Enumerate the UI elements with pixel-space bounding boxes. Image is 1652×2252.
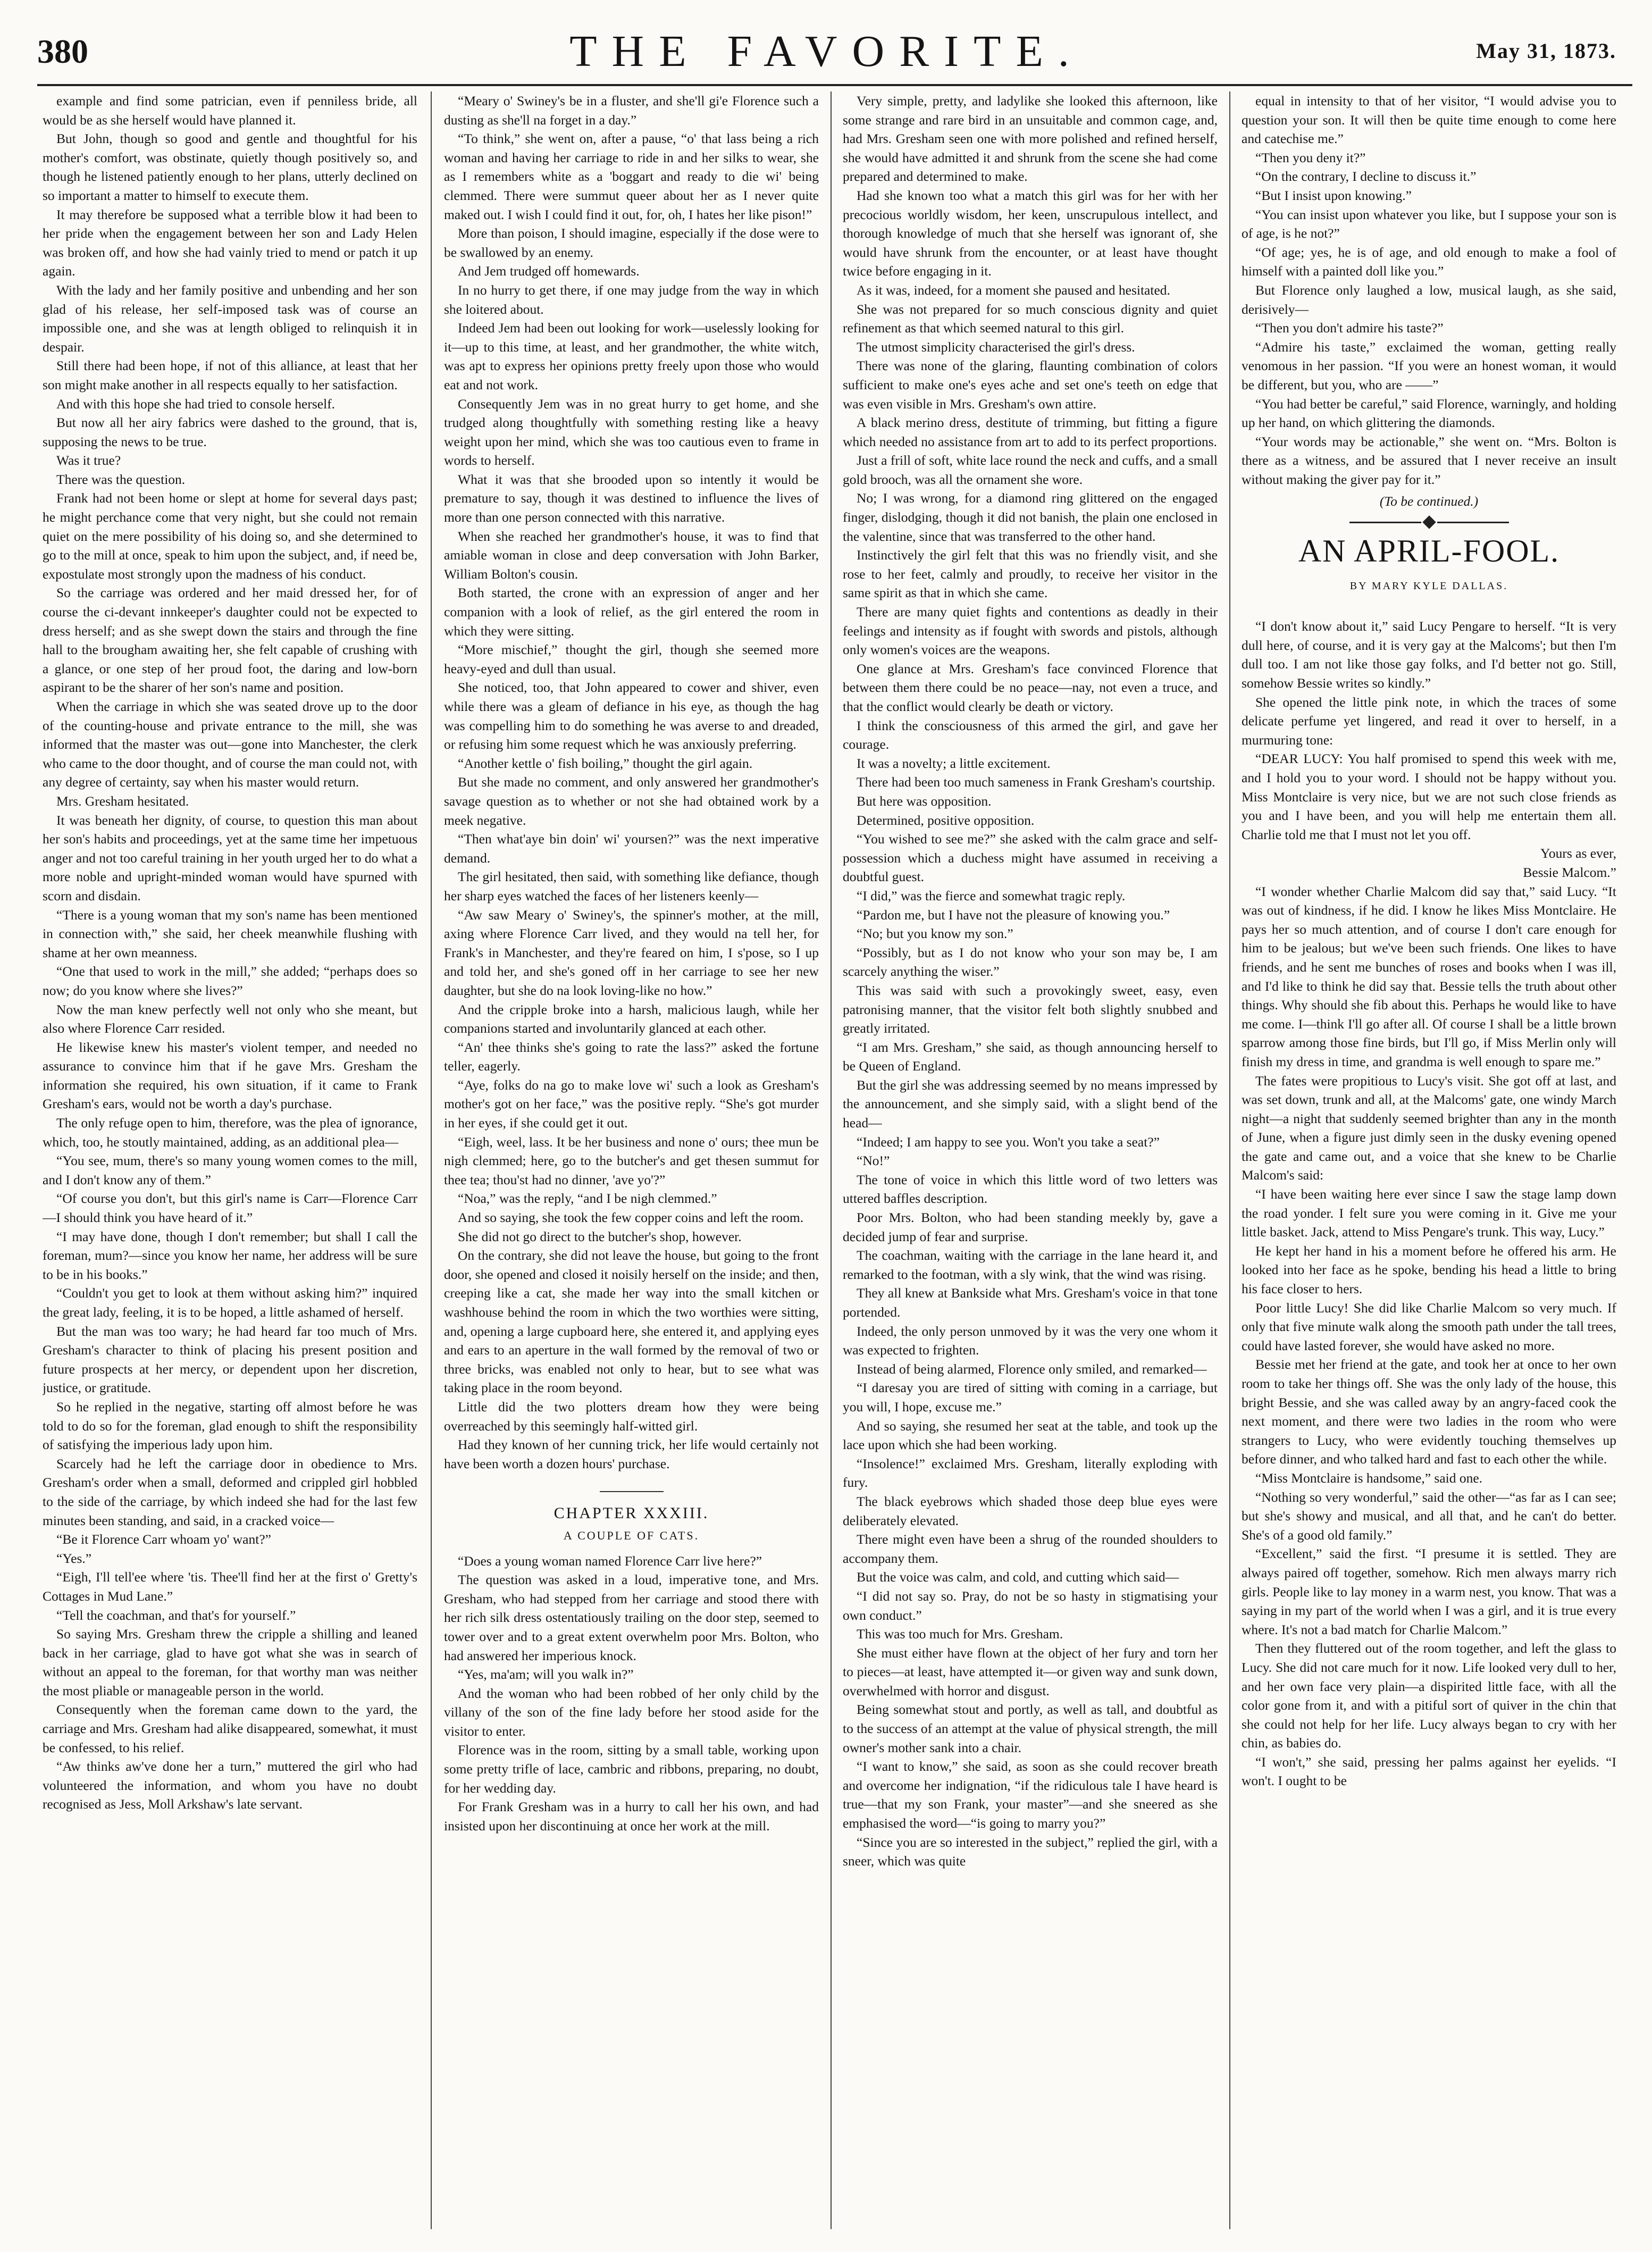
paragraph: “But I insist upon knowing.” (1255, 187, 1412, 203)
column-divider (431, 91, 432, 2229)
paragraph: “Tell the coachman, and that's for yourself.” (56, 1607, 296, 1623)
story-byline: BY MARY KYLE DALLAS. (1349, 580, 1508, 592)
newspaper-page (21, 16, 1632, 2239)
paragraph: She was not prepared for so much conscious dignity and quiet refinement as that which seemed natural to this girl. (843, 301, 1218, 336)
paragraph: “I want to know,” she said, as soon as she could recover breath and overcome her indignation, “if the ridiculous tale I have heard is true—that my son Frank, your master”—and she sneered as she emphasised the word—“is going to marry you?” (843, 1759, 1218, 1831)
paragraph: “More mischief,” thought the girl, though she seemed more heavy-eyed and dull than usual. (444, 642, 819, 676)
paragraph: “Another kettle o' fish boiling,” thought the girl again. (458, 755, 753, 771)
chapter-subtitle: A COUPLE OF CATS. (563, 1528, 700, 1542)
paragraph: They all knew at Bankside what Mrs. Gresham's voice in that tone portended. (843, 1285, 1218, 1320)
paragraph: The question was asked in a loud, imperative tone, and Mrs. Gresham, who had stepped from her carriage and stood there with her rich silk dress ostentatiously trailing on the door step, seemed to tower over and to a great extent overwhelm poor Mrs. Bolton, who had answered her imperious knock. (444, 1572, 819, 1663)
paragraph: There might even have been a shrug of the rounded shoulders to accompany them. (843, 1531, 1218, 1566)
paragraph: “Admire his taste,” exclaimed the woman, getting really venomous in her passion. “If you were an honest woman, it would be different, but you, who are ——” (1242, 339, 1616, 392)
letter-signature: Bessie Malcom.” (1523, 864, 1616, 880)
paragraph: “Eigh, weel, lass. It be her business and none o' ours; thee mun be nigh clemmed; here, go to the butcher's and get thesen summut for thee tea; thou'st had no dinner, 'ave yo'?” (444, 1134, 819, 1187)
paragraph: Little did the two plotters dream how they were being overreached by this seemingly half-witted girl. (444, 1399, 819, 1434)
paragraph: Had they known of her cunning trick, her life would certainly not have been worth a dozen hours' purchase. (444, 1437, 819, 1471)
paragraph: Scarcely had he left the carriage door in obedience to Mrs. Gresham's order when a small, deformed and crippled girl hobbled to the side of the carriage, by which indeed she had for the last few minutes been standing, and said, in a cracked voice— (43, 1455, 417, 1528)
paragraph: “Aw thinks aw've done her a turn,” muttered the girl who had volunteered the information, and whom you have no doubt recognised as Jess, Moll Arkshaw's late servant. (43, 1759, 417, 1812)
paragraph: Very simple, pretty, and ladylike she looked this afternoon, like some strange and rare bird in an unsuitable and common cage, and, had Mrs. Gresham seen one with more polished and refined herself, she would have admitted it and shrunk from the scene she had come prepared and determined to make. (843, 93, 1218, 185)
paragraph: “You wished to see me?” she asked with the calm grace and self-possession which a duchess might have assumed in receiving a doubtful guest. (843, 831, 1218, 885)
paragraph: “No!” (857, 1153, 890, 1169)
paragraph: Was it true? (56, 453, 121, 468)
paragraph: This was said with such a provokingly sweet, easy, even patronising manner, that the visitor felt both slightly snubbed and greatly irritated. (843, 982, 1218, 1036)
paragraph: “I don't know about it,” said Lucy Pengare to herself. “It is very dull here, of course, and it is very gay at the Malcoms'; but then I'm dull too. I am not like those gay folks, and I'd better not go. Still, somehow Bessie writes so kindly.” (1242, 618, 1616, 691)
paragraph: She noticed, too, that John appeared to cower and shiver, even while there was a gleam of defiance in his eye, as though the hag was compelling him to do something he was averse to and dreaded, or refusing him some request which he was anxiously preferring. (444, 680, 819, 752)
paragraph: “Then you don't admire his taste?” (1255, 320, 1444, 336)
paragraph: There was none of the glaring, flaunting combination of colors sufficient to make one's eyes ache and set one's teeth on edge that was even visible in Mrs. Gresham's own attire. (843, 358, 1218, 412)
paragraph: Instead of being alarmed, Florence only smiled, and remarked— (857, 1361, 1207, 1377)
paragraph: And the woman who had been robbed of her only child by the villany of the son of the fine lady before her stood aside for the visitor to enter. (444, 1685, 819, 1739)
column-1 (43, 91, 417, 2229)
paragraph: The fates were propitious to Lucy's visit. She got off at last, and was set down, trunk and all, at the Malcoms' gate, one windy March night—a night that suddenly seemed brighter than any in the month of June, when a figure just dimly seen in the dusky evening opened the gate and came out, and a voice that she knew to be Charlie Malcom's said: (1242, 1073, 1616, 1183)
story-title: AN APRIL-FOOL. (1298, 533, 1560, 569)
paragraph: For Frank Gresham was in a hurry to call her his own, and had insisted upon her discontinuing at once her work at the mill. (444, 1799, 819, 1834)
paragraph: But here was opposition. (857, 793, 992, 809)
paragraph: Indeed, the only person unmoved by it was the very one whom it was expected to frighten. (843, 1323, 1218, 1358)
paragraph: The utmost simplicity characterised the girl's dress. (857, 339, 1135, 355)
paragraph: The tone of voice in which this little word of two letters was uttered baffles description. (843, 1171, 1218, 1207)
paragraph: Consequently Jem was in no great hurry to get home, and she trudged along thoughtfully with something resting like a heavy weight upon her mind, which she was too cautious even to frame in words to herself. (444, 396, 819, 468)
paragraph: Frank had not been home or slept at home for several days past; he might perchance come that very night, but she could not remain quiet on the mere possibility of his doing so, and she determined to go to the mill at once, speak to him upon the subject, and, if need be, expostulate most strongly upon the madness of his conduct. (43, 490, 417, 582)
paragraph: A black merino dress, destitute of trimming, but fitting a figure which needed no assistance from art to add to its perfect proportions. (843, 415, 1218, 449)
paragraph: But Florence only laughed a low, musical laugh, as she said, derisively— (1242, 282, 1616, 317)
paragraph: More than poison, I should imagine, especially if the dose were to be swallowed by an enemy. (444, 225, 819, 260)
paragraph: So the carriage was ordered and her maid dressed her, for of course the ci-devant innkeeper's daughter could not be expected to dress herself; and as she swept down the stairs and through the fine hall to the brougham awaiting her, she felt capable of crushing with a glance, or one step of her proud foot, the daring and low-born aspirant to be the sharer of her son's name and position. (43, 585, 417, 696)
paragraph: “Does a young woman named Florence Carr live here?” (458, 1553, 762, 1569)
paragraph: It may therefore be supposed what a terrible blow it had been to her pride when the engagement between her son and Lady Helen was broken off, and how she had vainly tried to mend or patch it up again. (43, 206, 417, 279)
paragraph: “Miss Montclaire is handsome,” said one. (1255, 1470, 1483, 1486)
column-2 (444, 91, 819, 2229)
chapter-heading: CHAPTER XXXIII. (444, 1491, 819, 1523)
paragraph: “I have been waiting here ever since I saw the stage lamp down the road yonder. I felt sure you were coming in it. Give me your little basket. Jack, attend to Miss Pengare's trunk. This way, Lucy.” (1242, 1186, 1616, 1240)
paragraph: “Possibly, but as I do not know who your son may be, I am scarcely anything the wiser.” (843, 944, 1218, 980)
paragraph: It was a novelty; a little excitement. (857, 755, 1051, 771)
paragraph: What it was that she brooded upon so intently it would be premature to say, though it was destined to influence the lives of more than one person connected with this narrative. (444, 471, 819, 525)
paragraph: “Excellent,” said the first. “I presume it is settled. They are always paired off together, somehow. Rich men always marry rich girls. People like to lay money in a warm nest, you know. That was a saying in my part of the world when I was a girl, and it is true every where. It's not a bad match for Charlie Malcom.” (1242, 1546, 1616, 1637)
paragraph: This was too much for Mrs. Gresham. (857, 1626, 1063, 1642)
ornament-divider (1349, 517, 1509, 527)
paragraph: “Be it Florence Carr whoam yo' want?” (56, 1531, 271, 1547)
paragraph: There was the question. (56, 471, 186, 487)
paragraph: Mrs. Gresham hesitated. (56, 793, 189, 809)
paragraph: “DEAR LUCY: You half promised to spend this week with me, and I hold you to your word. I should not be happy without you. Miss Montclaire is very nice, but we are not such close friends as you and I have been, and you will help me entertain them all. Charlie told me that I must not let you off. (1242, 751, 1616, 842)
paragraph: “Nothing so very wonderful,” said the other—“as far as I can see; but she's showy and musical, and all that, and he can't do better. She's of a good old family.” (1242, 1489, 1616, 1543)
paragraph: “No; but you know my son.” (857, 926, 1013, 942)
paragraph: “Then you deny it?” (1255, 149, 1366, 165)
paragraph: As it was, indeed, for a moment she paused and hesitated. (857, 282, 1170, 298)
paragraph: “One that used to work in the mill,” she added; “perhaps does so now; do you know where she lives?” (43, 964, 417, 998)
paragraph: Determined, positive opposition. (857, 812, 1035, 828)
letter-closing: Yours as ever, (1540, 845, 1616, 861)
paragraph: Being somewhat stout and portly, as well as tall, and doubtful as to the success of an attempt at the value of physical strength, the mill owner's mother sank into a chair. (843, 1702, 1218, 1755)
paragraph: “Aw saw Meary o' Swiney's, the spinner's mother, at the mill, axing where Florence Carr lived, and they would na tell her, for Frank's in Manchester, and they're feared on him, I s'pose, so I up and told her, and she's goned off in her carriage to see her new daughter, but she do na look loving-like no how.” (444, 907, 819, 998)
column-divider (1229, 91, 1230, 2229)
paragraph: “Meary o' Swiney's be in a fluster, and she'll gi'e Florence such a dusting as she'll na forget in a day.” (444, 93, 819, 128)
paragraph: One glance at Mrs. Gresham's face convinced Florence that between them there could be no peace—nay, not even a truce, and that the conflict would clearly be death or victory. (843, 660, 1218, 714)
paragraph: But now all her airy fabrics were dashed to the ground, that is, supposing the news to be true. (43, 415, 417, 449)
paragraph: She must either have flown at the object of her fury and torn her to pieces—at least, have attempted it—or given way and sunk down, overwhelmed with horror and disgust. (843, 1645, 1218, 1698)
paragraph: Then they fluttered out of the room together, and left the glass to Lucy. She did not care much for it now. Life looked very dull to her, and her own face very plain—a dispirited little face, with all the color gone from it, and with a pitiful sort of quiver in the chin that she could not help for her life. Lucy always began to cry with her chin, as babies do. (1242, 1640, 1616, 1751)
paragraph: And so saying, she took the few copper coins and left the room. (458, 1210, 804, 1226)
paragraph: “On the contrary, I decline to discuss it.” (1255, 169, 1477, 185)
paragraph: Bessie met her friend at the gate, and took her at once to her own room to take her things off. She was the only lady of the house, this bright Bessie, and she was called away by an angry-faced cook the next moment, and there were two ladies in the room who were strangers to Lucy, who were evidently touching themselves up before dinner, and who talked hard and fast to each other the while. (1242, 1357, 1616, 1467)
paragraph: There are many quiet fights and contentions as deadly in their feelings and intensity as if fought with swords and pistols, although only women's voices are the weapons. (843, 604, 1218, 658)
paragraph: “I did not say so. Pray, do not be so hasty in stigmatising your own conduct.” (843, 1588, 1218, 1623)
masthead-title: THE FAVORITE. (569, 27, 1084, 76)
paragraph: “Aye, folks do na go to make love wi' such a look as Gresham's mother's got on her face,” was the positive reply. “She's got murder in her eyes, if she could get it out. (444, 1077, 819, 1131)
paragraph: But John, though so good and gentle and thoughtful for his mother's comfort, was obstinate, quietly though positively so, and though he listened patiently enough to her plans, utterly declined on so important a matter to himself to execute them. (43, 131, 417, 203)
paragraph: The black eyebrows which shaded those deep blue eyes were deliberately elevated. (843, 1493, 1218, 1528)
paragraph: Indeed Jem had been out looking for work—uselessly looking for it—up to this time, at least, and her grandmother, the white witch, was apt to express her opinions pretty freely upon those who would eat and not work. (444, 320, 819, 392)
paragraph: “I am Mrs. Gresham,” she said, as though announcing herself to be Queen of England. (843, 1039, 1218, 1074)
paragraph: Consequently when the foreman came down to the yard, the carriage and Mrs. Gresham had alike disappeared, somewhat, it must be confessed, to his relief. (43, 1702, 417, 1755)
paragraph: “Yes, ma'am; will you walk in?” (458, 1667, 634, 1682)
paragraph: Poor Mrs. Bolton, who had been standing meekly by, gave a decided jump of fear and surprise. (843, 1210, 1218, 1244)
paragraph: Had she known too what a match this girl was for her with her precocious worldly wisdom, her keen, unscrupulous intellect, and thorough knowledge of much that she herself was ignorant of, she would have shrunk from the encounter, or at least have thought twice before engaging in it. (843, 187, 1218, 279)
paragraph: “Your words may be actionable,” she went on. “Mrs. Bolton is there as a witness, and be assured that I never receive an insult without making the giver pay for it.” (1242, 433, 1616, 487)
paragraph: “Of course you don't, but this girl's name is Carr—Florence Carr—I should think you have heard of it.” (43, 1191, 417, 1226)
paragraph: “I did,” was the fierce and somewhat tragic reply. (857, 888, 1126, 903)
paragraph: Poor little Lucy! She did like Charlie Malcom so very much. If only that five minute walk along the smooth path under the tall trees, could have lasted forever, she would have asked no more. (1242, 1300, 1616, 1353)
page-header (21, 16, 1632, 80)
paragraph: She opened the little pink note, in which the traces of some delicate perfume yet lingered, and read it over to herself, in a murmuring tone: (1242, 694, 1616, 748)
paragraph: Just a frill of soft, white lace round the neck and cuffs, and a small gold brooch, was all the ornament she wore. (843, 453, 1218, 487)
paragraph: Florence was in the room, sitting by a small table, working upon some pretty trifle of lace, cambric and ribbons, preparing, no doubt, for her wedding day. (444, 1742, 819, 1796)
paragraph: “You see, mum, there's so many young women comes to the mill, and I don't know any of them.” (43, 1153, 417, 1187)
paragraph: “I daresay you are tired of sitting with coming in a carriage, but you will, I hope, excuse me.” (843, 1380, 1218, 1414)
paragraph: “There is a young woman that my son's name has been mentioned in connection with,” she said, her cheek meanwhile flushing with shame at her own meanness. (43, 907, 417, 960)
paragraph: When she reached her grandmother's house, it was to find that amiable woman in close and deep conversation with John Barker, William Bolton's cousin. (444, 528, 819, 582)
paragraph: equal in intensity to that of her visitor, “I would advise you to question your son. It will then be quite time enough to come here and catechise me.” (1242, 93, 1616, 147)
paragraph: “I may have done, though I don't remember; but shall I call the foreman, mum?—since you know her name, her address will be sure to be in his books.” (43, 1228, 417, 1282)
paragraph: The girl hesitated, then said, with something like defiance, though her sharp eyes watched the faces of her listeners keenly— (444, 869, 819, 903)
paragraph: “You can insist upon whatever you like, but I suppose your son is of age, is he not?” (1242, 206, 1616, 241)
paragraph: Both started, the crone with an expression of anger and her companion with a look of relief, as the girl entered the room in which they were sitting. (444, 585, 819, 639)
paragraph: But the man was too wary; he had heard far too much of Mrs. Gresham's character to think of placing his present position and future prospects at her mercy, or dependent upon her discretion, justice, or gratitude. (43, 1323, 417, 1396)
paragraph: And Jem trudged off homewards. (458, 263, 640, 279)
paragraph: “Insolence!” exclaimed Mrs. Gresham, literally exploding with fury. (843, 1455, 1218, 1491)
paragraph: On the contrary, she did not leave the house, but going to the front door, she opened and closed it noisily herself on the inside; and then, creeping like a cat, she made her way into the small kitchen or washhouse behind the room in which the two worthies were sitting, and, opening a large cupboard here, she entered it, and applying eyes and ears to an aperture in the wall formed by the removal of two or three bricks, was enabled not only to hear, but to see what was taking place in the room beyond. (444, 1248, 819, 1396)
paragraph: “Then what'aye bin doin' wi' yoursen?” was the next imperative demand. (444, 831, 819, 866)
column-3 (843, 91, 1218, 2229)
paragraph: No; I was wrong, for a diamond ring glittered on the engaged finger, dislodging, though it did not banish, the plain one enclosed in the valentine, since that was transferred to the other hand. (843, 490, 1218, 544)
paragraph: But the voice was calm, and cold, and cutting which said— (857, 1569, 1179, 1585)
paragraph: It was beneath her dignity, of course, to question this man about her son's habits and proceedings, yet at the same time her impetuous anger and not too careful training in her youth urged her to do what a more noble and upright-minded woman would have spurned with scorn and disdain. (43, 812, 417, 903)
paragraph: “Noa,” was the reply, “and I be nigh clemmed.” (458, 1191, 717, 1207)
paragraph: “Since you are so interested in the subject,” replied the girl, with a sneer, which was quite (843, 1834, 1218, 1869)
to-be-continued: (To be continued.) (1379, 493, 1479, 509)
paragraph: She did not go direct to the butcher's shop, however. (458, 1228, 742, 1244)
paragraph: “Indeed; I am happy to see you. Won't you take a seat?” (857, 1134, 1160, 1150)
paragraph: “To think,” she went on, after a pause, “o' that lass being a rich woman and having her carriage to ride in and her silks to wear, she as I remembers white as a 'boggart and ready to die wi' being clemmed. There were summut queer about her as I never quite maked out. I wish I could find it out, for, oh, I hates her like pison!” (444, 131, 819, 222)
paragraph: “Of age; yes, he is of age, and old enough to make a fool of himself with a painted doll like you.” (1242, 244, 1616, 279)
column-divider (831, 91, 832, 2229)
issue-date: May 31, 1873. (1476, 39, 1616, 63)
paragraph: And with this hope she had tried to console herself. (56, 396, 336, 412)
paragraph: “Eigh, I'll tell'ee where 'tis. Thee'll find her at the first o' Gretty's Cottages in Mud Lane.” (43, 1569, 417, 1604)
paragraph: Now the man knew perfectly well not only who she meant, but also where Florence Carr resided. (43, 1001, 417, 1036)
paragraph: With the lady and her family positive and unbending and her son glad of his release, her self-imposed task was of course an impossible one, and she was at length obliged to relinquish it in despair. (43, 282, 417, 355)
paragraph: “You had better be careful,” said Florence, warningly, and holding up her hand, on which glittering the diamonds. (1242, 396, 1616, 431)
paragraph: example and find some patrician, even if penniless bride, all would be as she herself would have planned it. (43, 93, 417, 128)
column-4 (1242, 91, 1616, 2229)
paragraph: “I wonder whether Charlie Malcom did say that,” said Lucy. “It was out of kindness, if he did. I know he likes Miss Montclaire. He pays her so much attention, and of course I don't care enough for him to be jealous; but we've been such friends. One likes to have friends, and he sent me bunches of roses and books when I was ill, and I'd like to think he did say that. Bessie tells the truth about other things. Why should she fib about this. Perhaps he would like to have me come. I—think I'll go after all. Of course I shall be a little brown sparrow among those fine birds, but I'll go, if Miss Merlin only will finish my dress in time, and grandma is well enough to spare me.” (1242, 883, 1616, 1069)
paragraph: “Couldn't you get to look at them without asking him?” inquired the great lady, feeling, it is to be hoped, a little ashamed of herself. (43, 1285, 417, 1320)
paragraph: And so saying, she resumed her seat at the table, and took up the lace upon which she had been working. (843, 1418, 1218, 1453)
header-rule (37, 84, 1632, 86)
paragraph: In no hurry to get there, if one may judge from the way in which she loitered about. (444, 282, 819, 317)
paragraph: There had been too much sameness in Frank Gresham's courtship. (857, 774, 1215, 790)
paragraph: When the carriage in which she was seated drove up to the door of the counting-house and private entrance to the mill, she was informed that the master was out—gone into Manchester, the clerk who came to the door thought, and of course the man could not, with any degree of certainty, say when his master would return. (43, 699, 417, 790)
paragraph: “An' thee thinks she's going to rate the lass?” asked the fortune teller, eagerly. (444, 1039, 819, 1074)
paragraph: The coachman, waiting with the carriage in the lane heard it, and remarked to the footman, with a sly wink, that the wind was rising. (843, 1248, 1218, 1282)
paragraph: But she made no comment, and only answered her grandmother's savage question as to whether or not she had obtained work by a meek negative. (444, 774, 819, 828)
paragraph: So saying Mrs. Gresham threw the cripple a shilling and leaned back in her carriage, glad to have got what she was in search of without an appeal to the foreman, for that worthy man was neither the most pliable or manageable person in the world. (43, 1626, 417, 1698)
paragraph: “Pardon me, but I have not the pleasure of knowing you.” (857, 907, 1170, 923)
paragraph: “I won't,” she said, pressing her palms against her eyelids. “I won't. I ought to be (1242, 1754, 1616, 1789)
paragraph: But the girl she was addressing seemed by no means impressed by the announcement, and she simply said, with a slight bend of the head— (843, 1077, 1218, 1131)
paragraph: “Yes.” (56, 1550, 92, 1566)
paragraph: The only refuge open to him, therefore, was the plea of ignorance, which, too, he stoutly maintained, adding, as an additional plea— (43, 1115, 417, 1150)
paragraph: He likewise knew his master's violent temper, and needed no assurance to convince him that if he gave Mrs. Gresham the information she required, his own situation, if it came to Frank Gresham's ears, would not be worth a day's purchase. (43, 1039, 417, 1112)
paragraph: Still there had been hope, if not of this alliance, at least that her son might make another in all respects equally to her satisfaction. (43, 358, 417, 392)
paragraph: And the cripple broke into a harsh, malicious laugh, while her companions started and involuntarily glanced at each other. (444, 1001, 819, 1036)
paragraph: I think the consciousness of this armed the girl, and gave her courage. (843, 717, 1218, 752)
page-number: 380 (37, 32, 88, 70)
paragraph: He kept her hand in his a moment before he offered his arm. He looked into her face as he spoke, bending his head a little to bring his face closer to hers. (1242, 1243, 1616, 1297)
paragraph: So he replied in the negative, starting off almost before he was told to do so for the foreman, glad enough to shift the responsibility of satisfying the imperious lady upon him. (43, 1399, 417, 1453)
paragraph: Instinctively the girl felt that this was no friendly visit, and she rose to her feet, calmly and proudly, to receive her visitor in the same spirit as that in which she came. (843, 547, 1218, 601)
